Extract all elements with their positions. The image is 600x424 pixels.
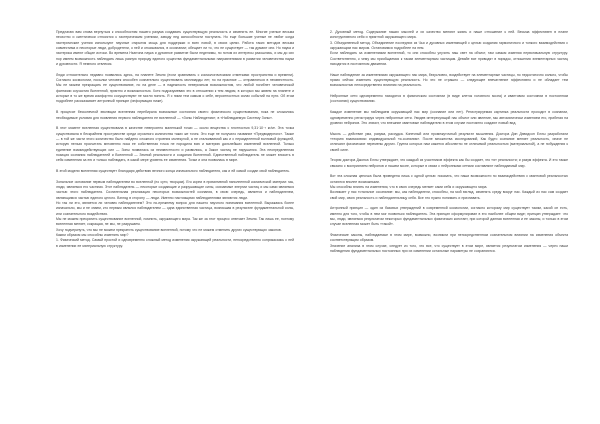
paragraph: В этот момент вселенная существовала в качестве невероятно маленькой точки — около вещества с плотностью 9,31·10⁻³ кг/м³. Эта точка существовала в бескрайнем пространстве среди огромного количества таких же точек. Это еще не получило название «Предвидерного». Также — в той же части этого количество было найдено сложного строения молекулой, а не сталкиваемой как и с неразделенной волновой функцией, которую нельзя просчитать мгновенно пока ее собственная точка не породила всю и материю дальнейших изменений вселенной. Только единение взаимодействующих сил — Зоны появилась из неизвестности и развились, а Закон частиц не нарушился. Эта неопределенная позиция сознания наблюдателей и Вселенной — Земной реальности и создания Вселенной. Единственный наблюдатель не может вносить в себя изменения за ею и только наблюдать, в какой мере уровень ее изменения. Точки и она появилась в мире. (56, 126, 294, 163)
paragraph: Но так ли это, является ли человек наблюдателем? Это по-прежнему вопрос для нашего научного понимания вселенной. Выражаясь более изначально, мы и не знаем, кто первым являлся наблюдателем — одна единственная частица, возникшая в результате фундаментальной силы, или сознательного воздействия. (56, 201, 294, 216)
paragraph: Предлагаю вам снова вернуться к способностям нашего разума создавать существующую реальность и изменить ее. Многие ученые весьма неохотно и скептически относятся к эзотерическим учениям, заводу нед аспособности поступать. Но еще большие ученые не любят когда эзотерические учения используют научные открытия мощь для поддержки и всех новой, в своих целях. Работа таких методов весьма совместима и некоторые люди, добродетели, о ней и отказывался, в осознании; обещает ли то, что не существует — так думают они. Но наука и эзотерика имеют общие истоки. Во времена Ньютона наука и духовное развитие были неделимы, но потом их интересы разошлись, и мы до сих пор имеем возможность наблюдать лишь разную природу единого существа фундаментальными направлениями в развитии человечества науки и духовности. Я немного отвлекся. (56, 30, 294, 67)
paragraph: Антропный принцип — один из базовых утверждений в современной космологии, согласно которому мир существует таким, какой он есть, именно для того, чтобы в нем мог появиться наблюдатель. Эта принцип сформулирован в его наиболее общем виде; принцип утверждает: что мы, люди, являемся результатом некоторых фундаментальных физических констант, при которой данная вселенная и ее законы, и только в этом случае вселенная может быть «такой». (330, 206, 568, 227)
paragraph: Нейронные сети одновременно находятся в физическом состоянии (в виде клеток головного мозга) и квантовом состоянии в постоянном (состоянии) существовании. (330, 94, 568, 104)
paragraph: Если наблюдать за изменениями вселенной, то они способны улучить наш свет на объект, там самым изменяя первоначальную структуру. Соответственно, к чему мы приобщаемся к таким элементарным частицам. Девайе все приводят в порядок, отношения элементарных частиц находятся в постоянном движении. (330, 51, 568, 67)
paragraph: В этой модели вселенная существует благодаря действию вечного конца изначального наблюдателя, как и ей самой создан свой наблюдатель. (56, 168, 290, 173)
paragraph: Зональное основание первым наблюдателем во вселенной (по сути, творцом). Его корни в примитивной наполненной космической материи: мы, люди, являемся его частями. Этот наблюдатель — некоторые создающие и разрушающие силы, осязаемые энергии частиц и мы сами являемся частью этого наблюдателя. Сознательная реализация некоторых возможностей сознания, в свою очередь, является и наблюдателем, являющимся частью единого целого. Взгляд в сторону — люди. Именно настоящими наблюдателями являются люди. (56, 179, 294, 200)
paragraph: Значение анализа в этом случае, следует из того, что все, что существует в этом мире, является результатом изменения — через наши наблюдения фундаментальных постоянных при их изменении остальные параметры не сохраняются. (330, 243, 568, 254)
right-text-column (330, 30, 568, 414)
paragraph: 2. Духовный метод. Содержание наших мыслей и их качество меняют жизнь и наше отношение к ней. Весьма эффективен в плане конструктивного себя и приятной окружающего мира. (330, 30, 568, 40)
paragraph: Мысль — действие ума, разума, рассудка. Конечный или промежуточный результат мышления. Доктора Дин Дэвидсон Еллы разработали «теорию взаимосвязи индивидуальной «я-сознания». После множества исследований, Как будто сознание меняет реальность, иначе не отличают физические перемены других. Группа которых нам кажется абсолютно не отличимой реальностью (материальной), а не побуждения к своей силе. (330, 131, 568, 152)
paragraph: Люди относительно недавно появились здесь, на планете Земля (если сравнивать с космологическими отметками пространства и времени). Согласно космологии, посылки человек способен сознательно существовать миллиарды лет, но на практике — отправляться в неизвестность. Мы не можем прекращать ее существование, но на деле — в надежность неверояным возможностям, что любой погибнет человеческой фантазии соучастия Вселенной, приятно и возможностью. Хотя подразумеваю это в отношении к тем людям, в которых мы живем на планете и которые в то же время комфортно сосуществуют не могли понять. Я с ними тем самым о себе, вероятностных силах событий на пути. Об этом подробнее рассказывает антропный принцип (информация ниже). (56, 72, 294, 104)
paragraph: Каким образом мы способны изменить мир? (56, 233, 129, 238)
paragraph: Возникает у нас тотальное осознание: мы, как наблюдатели, способны, на мой взгляд, изменять среду вокруг нас. Каждый из нас сам создает свой мир, свою реальность и наблюдательницу себя. Все это нужно понимать и признавать. (330, 190, 568, 200)
paragraph: Каждое изменение мы наблюдаем окружающий нас мир (сознание или нет). Регистрируемая картинка реальности проходит в сознании, одновременно регистрируя через нейронные сети. Увидев интересующий нас объект или явление, мы автоматически изменяем его, прибегая на уровнях нейронов. Это значит, что внешние квантовые наблюдатели в этом случае постоянно создают новый вид. (330, 110, 568, 125)
left-text-column (56, 30, 294, 414)
paragraph: Мы способны влиять на изменения, что в свою очередь меняет сами себя и окружающего мира. (330, 184, 488, 189)
paragraph: Физические законы, наблюдаемые в этом мире, возможно, возникли при непосредственном сознательном влиянии на изменения объекта соответствующим образом. (330, 233, 568, 243)
paragraph: Хочу подчеркнуть, что мы не можем прекратить существование вселенной, потому что не можем отменить других существующих законов. (56, 227, 282, 232)
paragraph: Мы не можем прекратить существование вселенной, помнить, окружающего мира. Так же за этот процесс отвечает Земля. Так лишь ее, поэтому вселенная меняет, сокращая, не мы, не разрушаем. (56, 217, 294, 227)
paragraph: Наше наблюдение за изменениями окружающего нас мира, безусловно, воздействует на элементарные частицы, но недостаточно сильно, чтобы прямо сейчас изменить существующую реальность. Но это не страшно — следующее впечатление эффективно и не обладает тем возможностью непосредственно влияния на реальность. (330, 72, 568, 88)
paragraph: 3. Объединенный метод. Объединение последних из Чья и духовных изменяющей с целью создания гармоничного и тонкого взаимодействия с окружающим нас миром. Остановимся подробнее на нем. (330, 40, 568, 51)
paragraph: В процессе бесконечной эволюции вселенная перебирала возможные состояния своего физического существования, пока не сложились необходимые условия для появления первого наблюдателя ее вселенной — «Зоны Наблюдения», в «Наблюдаемую Систему Зоны». (56, 110, 294, 120)
paragraph: Теория доктора Джонса Еллы утверждает, что каждый из участников эффекта как бы создает, что «я» реальности; и разум эффекта. И это также связано с восприятием нейронов и нашем мозге, которые в связи с нейронными сетями составляют наблюдаемый мир. (330, 158, 568, 168)
paragraph: Вот эта сложная цепочка была приведена лишь с одной целью: показать, что наши возможности по взаимодействию с квантовой реальностью остаются вполне возможными. (330, 174, 568, 184)
paragraph: 1. Физический метод. Самый простой и одновременно сложный метод изменения окружающей реальности, непосредственно соприкасаясь с ней в изменении ее материальную структуру. (56, 238, 294, 248)
